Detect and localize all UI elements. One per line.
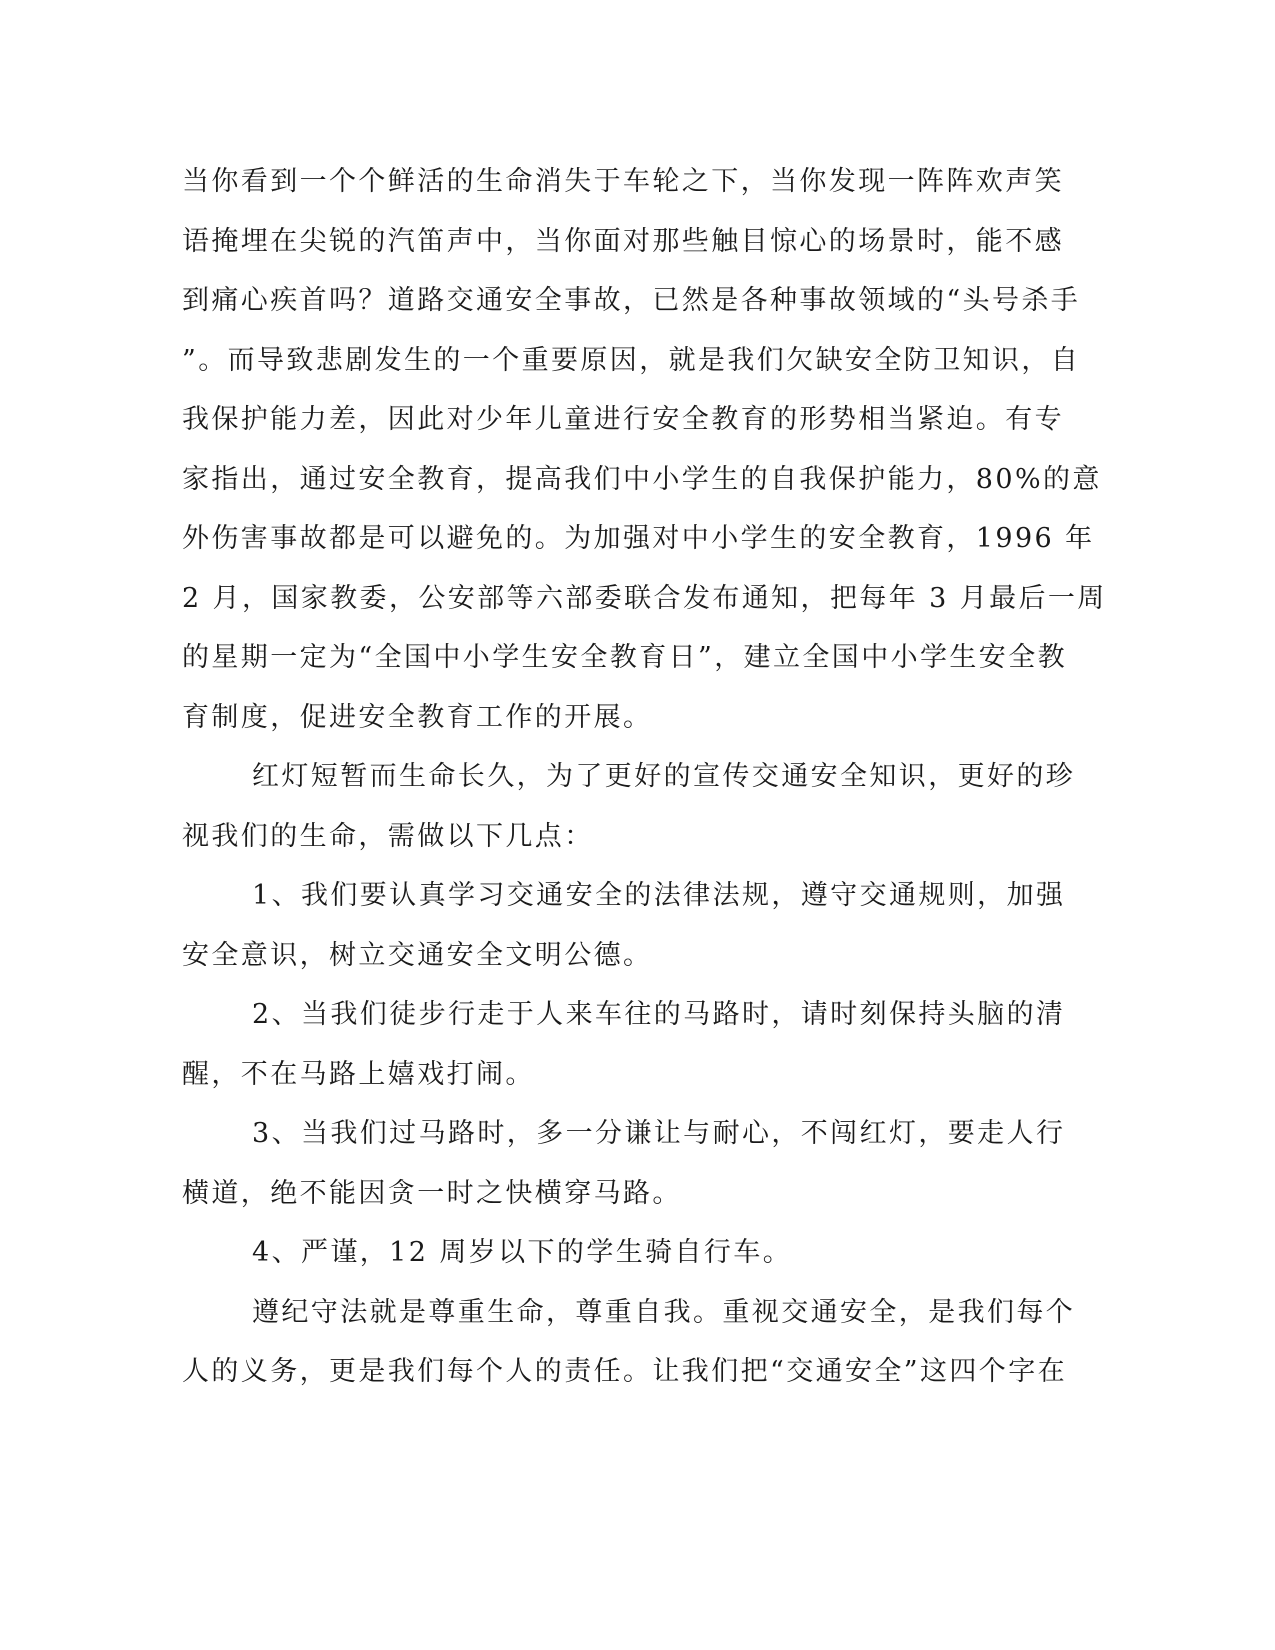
text-line: 外伤害事故都是可以避免的。为加强对中小学生的安全教育，1996 年 bbox=[182, 523, 1095, 554]
text-line: 人的义务，更是我们每个人的责任。让我们把“交通安全”这四个字在 bbox=[182, 1356, 1068, 1387]
text-line: 到痛心疾首吗？道路交通安全事故，已然是各种事故领域的“头号杀手 bbox=[182, 285, 1081, 316]
text-line: 我保护能力差，因此对少年儿童进行安全教育的形势相当紧迫。有专 bbox=[182, 404, 1064, 435]
list-item-4-line: 4、严谨，12 周岁以下的学生骑自行车。 bbox=[252, 1237, 793, 1268]
text-line: 当你看到一个个鲜活的生命消失于车轮之下，当你发现一阵阵欢声笑 bbox=[182, 166, 1064, 197]
paragraph-start-line: 红灯短暂而生命长久，为了更好的宣传交通安全知识，更好的珍 bbox=[252, 761, 1076, 792]
paragraph-start-line: 遵纪守法就是尊重生命，尊重自我。重视交通安全，是我们每个 bbox=[252, 1296, 1076, 1328]
list-item-3-line: 3、当我们过马路时，多一分谦让与耐心，不闯红灯，要走人行 bbox=[252, 1118, 1066, 1149]
text-line: 横道，绝不能因贪一时之快横穿马路。 bbox=[182, 1177, 682, 1209]
text-line: 安全意识，树立交通安全文明公德。 bbox=[182, 939, 653, 971]
list-item-2-line: 2、当我们徒步行走于人来车往的马路时，请时刻保持头脑的清 bbox=[252, 999, 1066, 1030]
text-line: 语掩埋在尖锐的汽笛声中，当你面对那些触目惊心的场景时，能不感 bbox=[182, 225, 1064, 257]
text-line: ”。而导致悲剧发生的一个重要原因，就是我们欠缺安全防卫知识，自 bbox=[182, 344, 1081, 376]
text-line: 的星期一定为“全国中小学生安全教育日”，建立全国中小学生安全教 bbox=[182, 642, 1068, 673]
text-line: 2 月，国家教委，公安部等六部委联合发布通知，把每年 3 月最后一周 bbox=[182, 582, 1107, 614]
text-line: 育制度，促进安全教育工作的开展。 bbox=[182, 701, 653, 733]
text-line: 视我们的生命，需做以下几点： bbox=[182, 820, 594, 852]
text-line: 醒，不在马路上嬉戏打闹。 bbox=[182, 1058, 535, 1090]
document-body bbox=[182, 152, 1107, 1402]
text-line: 家指出，通过安全教育，提高我们中小学生的自我保护能力，80%的意 bbox=[182, 463, 1102, 495]
list-item-1-line: 1、我们要认真学习交通安全的法律法规，遵守交通规则，加强 bbox=[252, 880, 1066, 911]
